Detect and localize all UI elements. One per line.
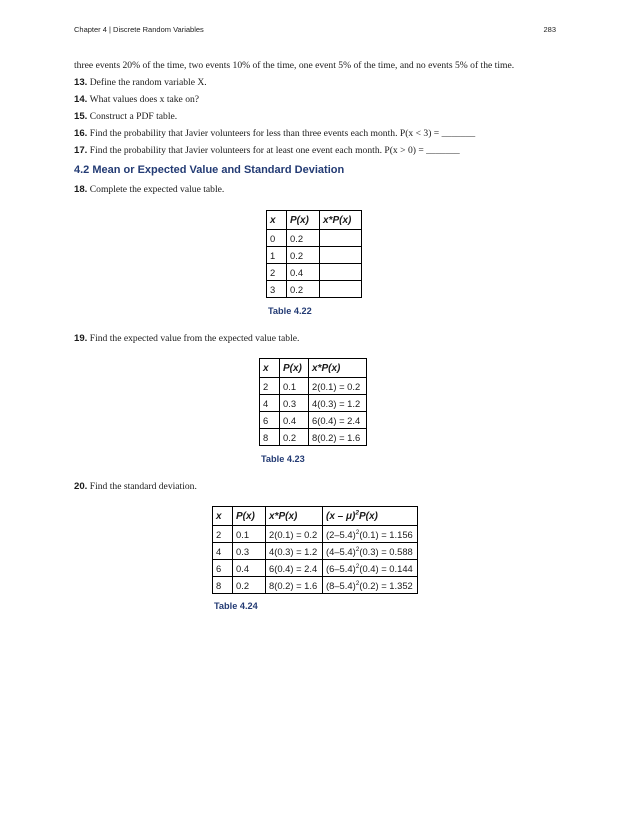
exercise-number: 18. (74, 184, 88, 195)
table-cell: 2 (267, 264, 287, 281)
header-cell: x (267, 211, 287, 230)
table-cell (320, 230, 362, 247)
exercise-19 (74, 333, 556, 345)
table-cell: 0.3 (280, 395, 309, 412)
exercise-number: 17. (74, 145, 88, 156)
table-cell: 2 (260, 378, 280, 395)
exercise-14 (74, 94, 556, 106)
table-cell: 4(0.3) = 1.2 (266, 543, 323, 560)
table-row (260, 412, 367, 429)
exercise-text: Complete the expected value table. (89, 184, 225, 195)
table-row (260, 429, 367, 446)
exercise-17 (74, 145, 556, 157)
exercise-20 (74, 481, 556, 493)
table-row (267, 247, 362, 264)
header-cell: P(x) (287, 211, 320, 230)
section-heading: 4.2 Mean or Expected Value and Standard Deviation (74, 164, 345, 176)
table-cell: 0 (267, 230, 287, 247)
table-row (213, 543, 418, 560)
table-row (267, 264, 362, 281)
exercise-number: 15. (74, 111, 88, 122)
table-cell: $(2-5.4)^2(0.1) = 1.156$ (323, 526, 418, 543)
table-row (213, 560, 418, 577)
table-cell: $(6-5.4)^2(0.4) = 0.144$ (323, 560, 418, 577)
table-cell: 0.4 (233, 560, 266, 577)
table-header-row (267, 211, 362, 230)
table-cell: 6(0.4) = 2.4 (266, 560, 323, 577)
table-row (267, 230, 362, 247)
table-cell: 4 (260, 395, 280, 412)
running-header (74, 25, 556, 34)
table-cell: 1 (267, 247, 287, 264)
table-row (213, 577, 418, 594)
table-caption: Table 4.24 (214, 601, 258, 611)
table-caption: Table 4.22 (268, 306, 312, 316)
exercise-text: Find the expected value from the expected value table. (89, 333, 300, 344)
table-cell: 0.2 (233, 577, 266, 594)
header-cell: x*P(x) (309, 359, 367, 378)
table-header-row (213, 507, 418, 526)
header-cell: x*P(x) (320, 211, 362, 230)
table-cell: 2(0.1) = 0.2 (266, 526, 323, 543)
header-cell: x (213, 507, 233, 526)
table-cell: 6(0.4) = 2.4 (309, 412, 367, 429)
exercise-number: 19. (74, 333, 88, 344)
exercise-text: Construct a PDF table. (89, 111, 178, 122)
table-4-24 (212, 506, 418, 594)
exercise-13 (74, 77, 556, 89)
table-cell: 0.4 (280, 412, 309, 429)
table-caption: Table 4.23 (261, 454, 305, 464)
table-cell: 4(0.3) = 1.2 (309, 395, 367, 412)
table-row (267, 281, 362, 298)
table-cell: $(8-5.4)^2(0.2) = 1.352$ (323, 577, 418, 594)
exercise-text: Find the standard deviation. (89, 481, 197, 492)
exercise-18 (74, 184, 556, 196)
header-cell: P(x) (280, 359, 309, 378)
page-number: 283 (543, 25, 556, 34)
table-4-22 (266, 210, 362, 298)
table-cell: 0.1 (233, 526, 266, 543)
chapter-title: Chapter 4 | Discrete Random Variables (74, 25, 204, 34)
header-cell: x*P(x) (266, 507, 323, 526)
table-cell: 8(0.2) = 1.6 (266, 577, 323, 594)
exercise-number: 14. (74, 94, 88, 105)
table-cell: 2 (213, 526, 233, 543)
table-row (213, 526, 418, 543)
header-cell: P(x) (233, 507, 266, 526)
table-cell: 0.2 (287, 230, 320, 247)
table-cell: 0.2 (287, 281, 320, 298)
table-cell: 8(0.2) = 1.6 (309, 429, 367, 446)
exercise-text: Define the random variable X. (89, 77, 207, 88)
table-cell: 6 (260, 412, 280, 429)
table-cell (320, 281, 362, 298)
table-row (260, 395, 367, 412)
table-4-23 (259, 358, 367, 446)
exercise-16 (74, 128, 556, 140)
table-cell (320, 264, 362, 281)
exercise-text: What values does x take on? (89, 94, 200, 105)
exercise-number: 16. (74, 128, 88, 139)
exercise-text: Find the probability that Javier volunteers for less than three events each month. P(x < 3) = _______ (89, 128, 476, 139)
table-cell: 0.4 (287, 264, 320, 281)
table-header-row (260, 359, 367, 378)
table-cell: 0.1 (280, 378, 309, 395)
exercise-number: 13. (74, 77, 88, 88)
table-cell: 0.3 (233, 543, 266, 560)
header-cell: x (260, 359, 280, 378)
table-cell: 8 (260, 429, 280, 446)
table-cell: 4 (213, 543, 233, 560)
table-cell (320, 247, 362, 264)
table-cell: 6 (213, 560, 233, 577)
header-cell: (x – μ)$^2$P(x) (323, 507, 418, 526)
intro-line: three events 20% of the time, two events 10% of the time, one event 5% of the time, and no events 5% of the time. (74, 60, 515, 71)
table-cell: 3 (267, 281, 287, 298)
table-cell: 0.2 (280, 429, 309, 446)
exercise-number: 20. (74, 481, 88, 492)
table-cell: 0.2 (287, 247, 320, 264)
exercise-text: Find the probability that Javier volunteers for at least one event each month. P(x > 0) = _______ (89, 145, 460, 156)
exercise-15 (74, 111, 556, 123)
table-cell: $(4-5.4)^2(0.3) = 0.588$ (323, 543, 418, 560)
table-cell: 8 (213, 577, 233, 594)
table-cell: 2(0.1) = 0.2 (309, 378, 367, 395)
table-row (260, 378, 367, 395)
